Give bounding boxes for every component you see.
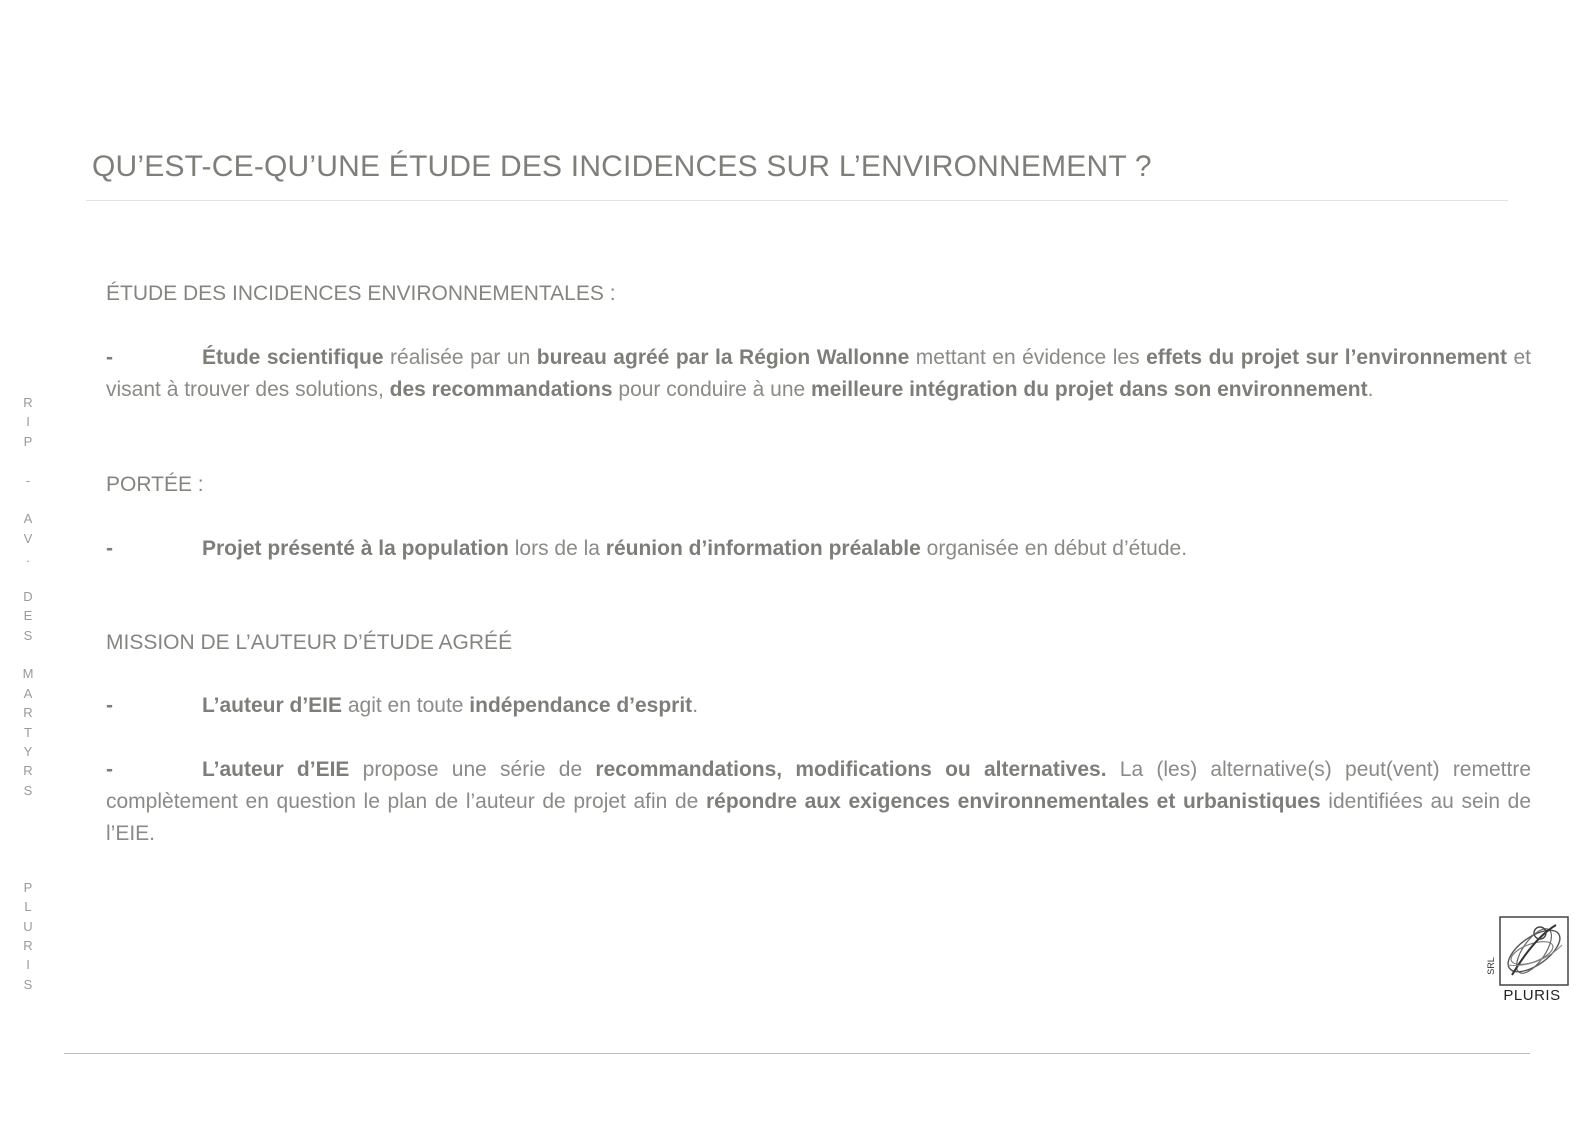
text: . — [692, 694, 699, 717]
pluris-logo — [1485, 915, 1576, 1005]
bold-text: indépendance d’esprit — [469, 694, 693, 717]
text: propose une série de — [349, 758, 596, 781]
side-letter — [20, 800, 36, 819]
bullet-dash: - — [106, 758, 113, 781]
side-letter: . — [26, 550, 30, 566]
bold-text: Projet présenté à la population — [202, 537, 509, 560]
title-divider — [86, 200, 1508, 201]
side-letter: S — [23, 782, 33, 798]
page-title: QU’EST-CE-QU’UNE ÉTUDE DES INCIDENCES SUR L’ENVIRONNEMENT ? — [92, 150, 1152, 183]
side-letter — [20, 451, 36, 470]
footer-divider — [64, 1053, 1530, 1054]
side-letter: I — [26, 414, 30, 430]
side-letter: M — [22, 666, 34, 682]
section-heading-etude: ÉTUDE DES INCIDENCES ENVIRONNEMENTALES : — [106, 282, 616, 305]
side-letter: R — [23, 763, 33, 779]
bullet-dash: - — [106, 694, 113, 717]
side-letter: Y — [23, 744, 33, 760]
side-letter: S — [23, 976, 33, 992]
side-letter — [20, 820, 36, 839]
section-heading-mission: MISSION DE L’AUTEUR D’ÉTUDE AGRÉÉ — [106, 631, 513, 654]
text: identifiées au sein de l’EIE. — [106, 790, 1531, 845]
text: réalisée par un — [383, 346, 537, 369]
bullet-dash: - — [106, 537, 113, 560]
side-letter: V — [23, 530, 33, 546]
text: et visant à trouver des solutions, — [106, 346, 1531, 401]
side-letter — [20, 839, 36, 858]
logo-srl-label: SRL — [1485, 957, 1496, 975]
text: La (les) alternative(s) peut(vent) remettre complètement en question le plan de l’auteur de projet afin de — [106, 758, 1532, 813]
side-letter: I — [26, 957, 30, 973]
side-letter: A — [23, 511, 33, 527]
bold-text: réunion d’information préalable — [605, 537, 921, 560]
bold-text: effets du projet sur l’environnement — [1146, 346, 1507, 369]
bold-text: bureau agréé par la Région Wallonne — [536, 346, 910, 369]
logo-name: PLURIS — [1503, 987, 1561, 1004]
side-letter — [20, 568, 36, 587]
text: mettant en évidence les — [909, 346, 1147, 369]
side-letter — [20, 645, 36, 664]
text: lors de la — [508, 537, 606, 560]
side-letter: D — [23, 588, 33, 604]
side-letter: A — [23, 685, 33, 701]
side-letter: P — [23, 433, 33, 449]
section-heading-portee: PORTÉE : — [106, 473, 204, 496]
side-letter — [20, 490, 36, 509]
side-letter: R — [23, 395, 33, 410]
bold-text: L’auteur d’EIE — [202, 758, 350, 781]
side-vertical-text — [20, 393, 36, 994]
text: organisée en début d’étude. — [920, 537, 1188, 560]
bold-text: Étude scientifique — [202, 346, 384, 369]
bold-text: répondre aux exigences environnementales et urbanistiques — [705, 790, 1321, 813]
side-letter: T — [24, 724, 32, 740]
side-letter: E — [23, 608, 33, 624]
paragraph-portee — [106, 533, 1531, 565]
side-letter: R — [23, 705, 33, 721]
paragraph-mission-1 — [106, 690, 1531, 722]
logo-emblem-icon — [1494, 915, 1570, 987]
side-letter — [20, 858, 36, 877]
bold-text: recommandations, modifications ou alternatives. — [595, 758, 1107, 781]
side-letter: P — [23, 879, 33, 895]
bold-text: L’auteur d’EIE — [202, 694, 343, 717]
paragraph-mission-2 — [106, 754, 1531, 850]
side-letter: L — [24, 899, 32, 915]
bullet-dash: - — [106, 346, 113, 369]
text: agit en toute — [342, 694, 470, 717]
bold-text: meilleure intégration du projet dans son environnement — [811, 378, 1368, 401]
paragraph-etude — [106, 342, 1531, 406]
side-letter: R — [23, 937, 33, 953]
main-content — [106, 278, 1531, 850]
side-letter: - — [25, 472, 31, 488]
side-letter: S — [23, 627, 33, 643]
text: . — [1367, 378, 1374, 401]
side-letter: U — [23, 918, 33, 934]
text: pour conduire à une — [612, 378, 812, 401]
bold-text: des recommandations — [389, 378, 613, 401]
